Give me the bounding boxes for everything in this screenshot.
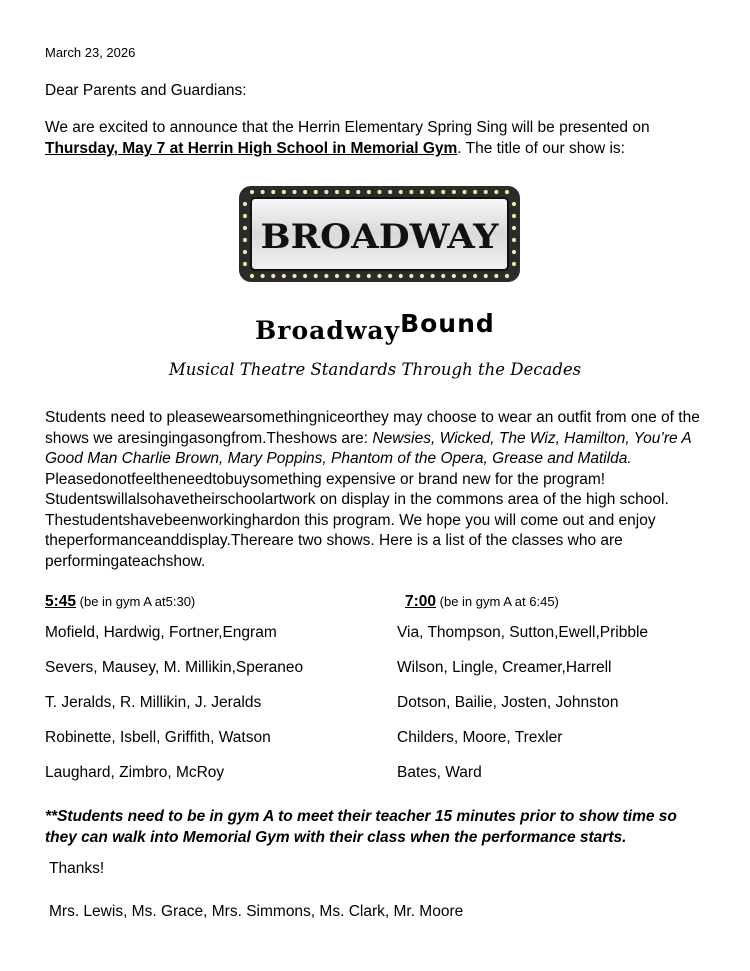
marquee-bulb-icon <box>346 190 350 194</box>
marquee-bulb-icon <box>335 274 339 278</box>
broadway-marquee-sign <box>238 185 521 283</box>
class-list-item: Robinette, Isbell, Griffith, Watson <box>45 729 271 746</box>
class-list-item: Childers, Moore, Trexler <box>397 729 563 746</box>
intro-text-after: . The title of our show is: <box>457 140 625 157</box>
marquee-bulb-icon <box>441 190 445 194</box>
marquee-bulb-icon <box>324 274 328 278</box>
marquee-bulb-icon <box>243 202 247 206</box>
marquee-bulb-icon <box>473 190 477 194</box>
marquee-bulb-icon <box>431 274 435 278</box>
second-show-note: (be in gym A at 6:45) <box>436 594 559 609</box>
first-show-heading <box>45 593 385 615</box>
marquee-bulb-icon <box>399 274 403 278</box>
class-list-item: Mofield, Hardwig, Fortner,Engram <box>45 624 277 641</box>
body-paragraph <box>45 408 705 572</box>
first-show-note: (be in gym A at5:30) <box>76 594 196 609</box>
marquee-bulb-icon <box>512 250 516 254</box>
second-show-time: 7:00 <box>405 593 437 610</box>
marquee-bulb-icon <box>512 238 516 242</box>
intro-paragraph <box>45 117 705 159</box>
marquee-bulb-icon <box>377 190 381 194</box>
arrival-notice: **Students need to be in gym A to meet their teacher 15 minutes prior to show time so they can walk into Memorial Gym with their class when the performance starts. <box>45 808 677 846</box>
marquee-bulb-icon <box>409 274 413 278</box>
class-list-item: Severs, Mausey, M. Millikin,Speraneo <box>45 659 304 676</box>
class-list-item: Laughard, Zimbro, McRoy <box>45 764 225 781</box>
show-subtitle: Musical Theatre Standards Through the Decades <box>168 360 582 379</box>
marquee-bulb-icon <box>505 274 509 278</box>
marquee-bulb-icon <box>441 274 445 278</box>
first-show-time: 5:45 <box>45 593 77 610</box>
marquee-bulb-icon <box>243 214 247 218</box>
second-show-classes <box>397 615 717 790</box>
marquee-bulb-icon <box>399 190 403 194</box>
marquee-bulb-icon <box>324 190 328 194</box>
body-text-after: Pleasedonotfeeltheneedtobuysomething expensive or brand new for the program! Studentswillalsohavetheirschoolartwork on display in the commons area of the high school. Thestudentshavebeenworkinghardon this program. We hope you will come out and enjoy theperformanceanddisplay.Thereare two shows. Here is a list of the classes who are performingateachshow. <box>45 470 669 570</box>
marquee-bulb-icon <box>292 190 296 194</box>
marquee-bulb-icon <box>388 274 392 278</box>
class-list-item: Dotson, Bailie, Josten, Johnston <box>397 694 619 711</box>
schedule-first-show <box>45 593 385 790</box>
class-list-item: Via, Thompson, Sutton,Ewell,Pribble <box>397 624 649 641</box>
marquee-bulb-icon <box>335 190 339 194</box>
schedule-second-show <box>397 593 717 790</box>
signers-line: Mrs. Lewis, Ms. Grace, Mrs. Simmons, Ms. Clark, Mr. Moore <box>49 903 464 920</box>
first-show-classes <box>45 615 385 790</box>
shows-list: Newsies, Wicked, The Wiz, Hamilton, You’re A Good Man Charlie Brown, Mary Poppins, Phantom of the Opera, Grease and Matilda. <box>45 429 692 467</box>
marquee-bulb-icon <box>282 274 286 278</box>
marquee-bulb-icon <box>250 190 254 194</box>
marquee-bulb-icon <box>250 274 254 278</box>
marquee-bulb-icon <box>271 190 275 194</box>
marquee-bulb-icon <box>271 274 275 278</box>
marquee-bulb-icon <box>473 274 477 278</box>
marquee-bulb-icon <box>409 190 413 194</box>
marquee-bulb-icon <box>243 226 247 230</box>
marquee-bulb-icon <box>356 190 360 194</box>
marquee-bulb-icon <box>462 274 466 278</box>
marquee-bulb-icon <box>512 262 516 266</box>
marquee-bulb-icon <box>303 274 307 278</box>
marquee-bulb-icon <box>484 190 488 194</box>
marquee-bulb-icon <box>282 190 286 194</box>
class-list-item: T. Jeralds, R. Millikin, J. Jeralds <box>45 694 262 711</box>
marquee-bulb-icon <box>314 190 318 194</box>
marquee-bulb-icon <box>243 238 247 242</box>
salutation: Dear Parents and Guardians: <box>45 82 247 99</box>
marquee-bulb-icon <box>388 190 392 194</box>
marquee-bulb-icon <box>356 274 360 278</box>
body-text-before: Students need to pleasewearsomethingniceorthey may choose to wear an outfit from one of the shows we aresingingasongfrom.Theshows are: <box>45 409 700 447</box>
class-list-item: Wilson, Lingle, Creamer,Harrell <box>397 659 612 676</box>
marquee-bulb-icon <box>261 190 265 194</box>
marquee-bulb-icon <box>505 190 509 194</box>
marquee-bulb-icon <box>314 274 318 278</box>
marquee-bulb-icon <box>452 274 456 278</box>
marquee-text: BROADWAY <box>260 217 500 257</box>
marquee-bulb-icon <box>484 274 488 278</box>
marquee-bulb-icon <box>292 274 296 278</box>
marquee-bulb-icon <box>494 190 498 194</box>
thanks-line: Thanks! <box>49 860 105 877</box>
marquee-bulb-icon <box>346 274 350 278</box>
marquee-bulb-icon <box>512 214 516 218</box>
marquee-bulb-icon <box>512 202 516 206</box>
class-list-item: Bates, Ward <box>397 764 482 781</box>
show-title-part-2: Bound <box>400 309 495 338</box>
marquee-bulb-icon <box>420 274 424 278</box>
show-title-part-1: Broadway <box>255 316 401 345</box>
second-show-heading <box>397 593 717 615</box>
show-title <box>45 309 705 345</box>
marquee-bulb-icon <box>431 190 435 194</box>
event-date-location: Thursday, May 7 at Herrin High School in Memorial Gym <box>45 140 458 157</box>
marquee-bulb-icon <box>367 190 371 194</box>
marquee-bulb-icon <box>243 262 247 266</box>
marquee-bulb-icon <box>367 274 371 278</box>
marquee-bulb-icon <box>462 190 466 194</box>
letter-date: March 23, 2026 <box>45 45 136 60</box>
marquee-bulb-icon <box>494 274 498 278</box>
marquee-bulb-icon <box>420 190 424 194</box>
marquee-bulb-icon <box>261 274 265 278</box>
marquee-bulb-icon <box>377 274 381 278</box>
marquee-bulb-icon <box>512 226 516 230</box>
marquee-graphic <box>238 185 521 283</box>
marquee-bulb-icon <box>452 190 456 194</box>
marquee-bulb-icon <box>243 250 247 254</box>
intro-text-before: We are excited to announce that the Herrin Elementary Spring Sing will be presented on <box>45 119 650 136</box>
marquee-bulb-icon <box>303 190 307 194</box>
